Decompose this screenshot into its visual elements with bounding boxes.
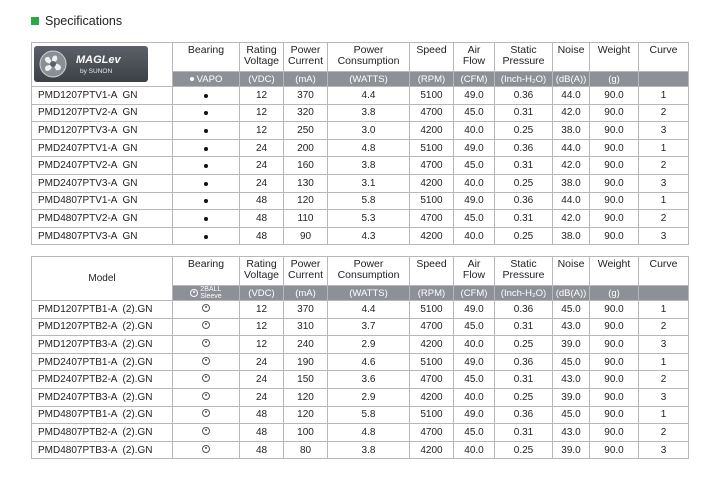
- value-cell: 200: [284, 139, 328, 157]
- value-cell: 90: [284, 227, 328, 245]
- ball-table-row: [32, 318, 689, 336]
- col-header: Air Flow: [454, 43, 495, 72]
- value-cell: 40.0: [454, 336, 495, 354]
- value-cell: 38.0: [553, 122, 590, 140]
- col-header: Weight: [590, 257, 639, 286]
- value-cell: 48: [240, 210, 284, 228]
- ball-bearing-icon: [202, 321, 210, 329]
- value-cell: 3.8: [328, 104, 410, 122]
- unit-label: (WATTS): [328, 286, 410, 301]
- value-cell: 3: [639, 122, 689, 140]
- ball-table-row: [32, 424, 689, 442]
- value-cell: 42.0: [553, 157, 590, 175]
- bearing-cell: [173, 210, 240, 228]
- value-cell: 3.7: [328, 318, 410, 336]
- value-cell: 1: [639, 406, 689, 424]
- value-cell: 43.0: [553, 318, 590, 336]
- value-cell: 24: [240, 371, 284, 389]
- unit-label: (RPM): [410, 72, 454, 87]
- value-cell: 45.0: [454, 371, 495, 389]
- col-header: Power Consumption: [328, 257, 410, 286]
- bearing-cell: [173, 87, 240, 105]
- col-header: Power Current: [284, 257, 328, 286]
- value-cell: 90.0: [590, 441, 639, 459]
- value-cell: 4700: [410, 210, 454, 228]
- value-cell: 49.0: [454, 301, 495, 319]
- value-cell: 39.0: [553, 388, 590, 406]
- model-cell: PMD4807PTV1-A GN: [32, 192, 173, 210]
- value-cell: 0.36: [495, 353, 553, 371]
- value-cell: 4200: [410, 336, 454, 354]
- value-cell: 240: [284, 336, 328, 354]
- value-cell: 4700: [410, 104, 454, 122]
- value-cell: 1: [639, 192, 689, 210]
- value-cell: 90.0: [590, 192, 639, 210]
- vapo-table-row: [32, 227, 689, 245]
- value-cell: 90.0: [590, 157, 639, 175]
- value-cell: 5.8: [328, 406, 410, 424]
- value-cell: 40.0: [454, 174, 495, 192]
- value-cell: 3: [639, 174, 689, 192]
- vapo-table-row: [32, 87, 689, 105]
- model-cell: PMD4807PTB3-A (2).GN: [32, 441, 173, 459]
- value-cell: 190: [284, 353, 328, 371]
- model-cell: PMD1207PTB2-A (2).GN: [32, 318, 173, 336]
- vapo-bearing-icon: [204, 111, 208, 115]
- value-cell: 90.0: [590, 318, 639, 336]
- value-cell: 0.31: [495, 318, 553, 336]
- model-cell: PMD4807PTV2-A GN: [32, 210, 173, 228]
- value-cell: 40.0: [454, 227, 495, 245]
- spec-table-vapo: [31, 42, 689, 245]
- value-cell: 0.25: [495, 388, 553, 406]
- value-cell: 0.36: [495, 301, 553, 319]
- value-cell: 0.31: [495, 210, 553, 228]
- unit-label: (g): [590, 286, 639, 301]
- value-cell: 45.0: [454, 210, 495, 228]
- value-cell: 150: [284, 371, 328, 389]
- value-cell: 4.3: [328, 227, 410, 245]
- unit-label: (CFM): [454, 286, 495, 301]
- vapo-table-row: [32, 192, 689, 210]
- value-cell: 90.0: [590, 210, 639, 228]
- model-cell: PMD1207PTV3-A GN: [32, 122, 173, 140]
- value-cell: 3.0: [328, 122, 410, 140]
- value-cell: 4200: [410, 227, 454, 245]
- value-cell: 120: [284, 388, 328, 406]
- value-cell: 80: [284, 441, 328, 459]
- value-cell: 5100: [410, 301, 454, 319]
- value-cell: 0.31: [495, 157, 553, 175]
- value-cell: 0.25: [495, 441, 553, 459]
- logo-sub: by SUNON: [80, 68, 113, 75]
- value-cell: 5.8: [328, 192, 410, 210]
- value-cell: 45.0: [553, 301, 590, 319]
- unit-label: (dB(A)): [553, 286, 590, 301]
- value-cell: 90.0: [590, 388, 639, 406]
- value-cell: 38.0: [553, 227, 590, 245]
- value-cell: 45.0: [553, 406, 590, 424]
- model-cell: PMD4807PTV3-A GN: [32, 227, 173, 245]
- value-cell: 5100: [410, 87, 454, 105]
- col-header: Curve: [639, 257, 689, 286]
- unit-label: (VDC): [240, 286, 284, 301]
- value-cell: 3.6: [328, 371, 410, 389]
- value-cell: 39.0: [553, 441, 590, 459]
- value-cell: 90.0: [590, 227, 639, 245]
- value-cell: 5100: [410, 406, 454, 424]
- value-cell: 5.3: [328, 210, 410, 228]
- bearing-cell: [173, 318, 240, 336]
- value-cell: 90.0: [590, 424, 639, 442]
- logo-brand: MAGLev: [76, 54, 121, 66]
- fan-icon: [39, 50, 67, 78]
- ball-table-row: [32, 371, 689, 389]
- model-cell: PMD4807PTB1-A (2).GN: [32, 406, 173, 424]
- value-cell: 2: [639, 104, 689, 122]
- value-cell: 45.0: [553, 353, 590, 371]
- value-cell: 24: [240, 353, 284, 371]
- col-header: Static Pressure: [495, 43, 553, 72]
- value-cell: 2.9: [328, 336, 410, 354]
- value-cell: 12: [240, 318, 284, 336]
- value-cell: 120: [284, 406, 328, 424]
- value-cell: 38.0: [553, 174, 590, 192]
- value-cell: 90.0: [590, 336, 639, 354]
- value-cell: 90.0: [590, 406, 639, 424]
- value-cell: 44.0: [553, 192, 590, 210]
- bearing-cell: [173, 157, 240, 175]
- value-cell: 120: [284, 192, 328, 210]
- model-cell: PMD1207PTV2-A GN: [32, 104, 173, 122]
- value-cell: 90.0: [590, 353, 639, 371]
- value-cell: 45.0: [454, 157, 495, 175]
- value-cell: 4.4: [328, 301, 410, 319]
- value-cell: 3.8: [328, 441, 410, 459]
- vapo-bearing-icon: [204, 182, 208, 186]
- ball-bearing-icon: [202, 392, 210, 400]
- value-cell: 90.0: [590, 174, 639, 192]
- ball-table-row: [32, 353, 689, 371]
- col-header: Bearing: [173, 257, 240, 286]
- section-heading: [31, 12, 122, 30]
- vapo-bearing-icon: [204, 164, 208, 168]
- col-header: Weight: [590, 43, 639, 72]
- value-cell: 3.8: [328, 157, 410, 175]
- ball-bearing-icon: [190, 289, 198, 297]
- value-cell: 24: [240, 139, 284, 157]
- value-cell: 0.25: [495, 227, 553, 245]
- col-header: Rating Voltage: [240, 257, 284, 286]
- value-cell: 2: [639, 371, 689, 389]
- value-cell: 4700: [410, 424, 454, 442]
- ball-bearing-icon: [202, 304, 210, 312]
- value-cell: 100: [284, 424, 328, 442]
- value-cell: 0.36: [495, 139, 553, 157]
- bearing-cell: [173, 336, 240, 354]
- ball-bearing-icon: [202, 339, 210, 347]
- value-cell: 48: [240, 441, 284, 459]
- value-cell: 49.0: [454, 406, 495, 424]
- ball-bearing-icon: [202, 374, 210, 382]
- unit-label: (WATTS): [328, 72, 410, 87]
- model-cell: PMD2407PTV3-A GN: [32, 174, 173, 192]
- value-cell: 44.0: [553, 139, 590, 157]
- value-cell: 3: [639, 227, 689, 245]
- bearing-cell: [173, 441, 240, 459]
- value-cell: 3: [639, 336, 689, 354]
- unit-label-empty: [639, 286, 689, 301]
- vapo-bearing-icon: [204, 235, 208, 239]
- value-cell: 0.36: [495, 192, 553, 210]
- vapo-bearing-icon: [204, 129, 208, 133]
- col-header: Power Current: [284, 43, 328, 72]
- model-cell: PMD2407PTV1-A GN: [32, 139, 173, 157]
- value-cell: 90.0: [590, 104, 639, 122]
- value-cell: 4200: [410, 441, 454, 459]
- bullet-square-icon: [31, 17, 39, 25]
- value-cell: 0.36: [495, 87, 553, 105]
- bearing-cell: [173, 371, 240, 389]
- unit-label-empty: [639, 72, 689, 87]
- vapo-bearing-icon: [204, 147, 208, 151]
- bearing-cell: [173, 122, 240, 140]
- vapo-table-row: [32, 122, 689, 140]
- value-cell: 3.1: [328, 174, 410, 192]
- value-cell: 2: [639, 318, 689, 336]
- value-cell: 4200: [410, 388, 454, 406]
- spec-table-2ball: [31, 256, 689, 459]
- value-cell: 48: [240, 227, 284, 245]
- unit-label: (g): [590, 72, 639, 87]
- value-cell: 110: [284, 210, 328, 228]
- col-header: Speed: [410, 43, 454, 72]
- value-cell: 90.0: [590, 122, 639, 140]
- ball-bearing-icon: [202, 357, 210, 365]
- bearing-cell: [173, 353, 240, 371]
- value-cell: 90.0: [590, 371, 639, 389]
- value-cell: 42.0: [553, 210, 590, 228]
- bearing-unit: 2BALL Sleeve: [173, 286, 240, 301]
- model-cell: PMD2407PTB3-A (2).GN: [32, 388, 173, 406]
- value-cell: 160: [284, 157, 328, 175]
- maglev-logo: [32, 43, 173, 87]
- col-header: Noise: [553, 257, 590, 286]
- vapo-bearing-icon: [190, 77, 194, 81]
- bearing-cell: [173, 388, 240, 406]
- vapo-bearing-icon: [204, 199, 208, 203]
- value-cell: 5100: [410, 192, 454, 210]
- unit-label: (dB(A)): [553, 72, 590, 87]
- model-cell: PMD1207PTB1-A (2).GN: [32, 301, 173, 319]
- ball-table-row: [32, 441, 689, 459]
- bearing-cell: [173, 424, 240, 442]
- model-cell: PMD4807PTB2-A (2).GN: [32, 424, 173, 442]
- value-cell: 5100: [410, 353, 454, 371]
- value-cell: 3: [639, 441, 689, 459]
- model-cell: PMD1207PTB3-A (2).GN: [32, 336, 173, 354]
- value-cell: 4200: [410, 174, 454, 192]
- ball-bearing-icon: [202, 427, 210, 435]
- value-cell: 49.0: [454, 353, 495, 371]
- value-cell: 12: [240, 301, 284, 319]
- value-cell: 4700: [410, 371, 454, 389]
- bearing-cell: [173, 227, 240, 245]
- unit-label: (VDC): [240, 72, 284, 87]
- value-cell: 40.0: [454, 441, 495, 459]
- vapo-table-row: [32, 174, 689, 192]
- col-header: Power Consumption: [328, 43, 410, 72]
- value-cell: 12: [240, 87, 284, 105]
- unit-label: (mA): [284, 286, 328, 301]
- value-cell: 2.9: [328, 388, 410, 406]
- vapo-bearing-icon: [204, 94, 208, 98]
- value-cell: 1: [639, 301, 689, 319]
- value-cell: 4700: [410, 318, 454, 336]
- value-cell: 370: [284, 87, 328, 105]
- value-cell: 12: [240, 336, 284, 354]
- vapo-table-row: [32, 157, 689, 175]
- ball-bearing-icon: [202, 445, 210, 453]
- ball-table-row: [32, 336, 689, 354]
- value-cell: 12: [240, 122, 284, 140]
- value-cell: 43.0: [553, 424, 590, 442]
- value-cell: 45.0: [454, 424, 495, 442]
- value-cell: 49.0: [454, 87, 495, 105]
- section-title: Specifications: [45, 14, 123, 28]
- model-cell: PMD2407PTB1-A (2).GN: [32, 353, 173, 371]
- model-cell: PMD2407PTV2-A GN: [32, 157, 173, 175]
- vapo-table-row: [32, 210, 689, 228]
- ball-table-row: [32, 301, 689, 319]
- value-cell: 0.36: [495, 406, 553, 424]
- value-cell: 4.8: [328, 424, 410, 442]
- col-header: Static Pressure: [495, 257, 553, 286]
- bearing-cell: [173, 301, 240, 319]
- value-cell: 44.0: [553, 87, 590, 105]
- value-cell: 320: [284, 104, 328, 122]
- value-cell: 24: [240, 388, 284, 406]
- value-cell: 4.6: [328, 353, 410, 371]
- value-cell: 2: [639, 424, 689, 442]
- ball-table-row: [32, 406, 689, 424]
- value-cell: 130: [284, 174, 328, 192]
- bearing-cell: [173, 139, 240, 157]
- bearing-cell: [173, 406, 240, 424]
- value-cell: 4700: [410, 157, 454, 175]
- unit-label: (Inch-H₂O): [495, 72, 553, 87]
- bearing-unit: VAPO: [173, 72, 240, 87]
- vapo-table-row: [32, 104, 689, 122]
- value-cell: 5100: [410, 139, 454, 157]
- value-cell: 48: [240, 192, 284, 210]
- value-cell: 0.31: [495, 424, 553, 442]
- value-cell: 1: [639, 353, 689, 371]
- value-cell: 45.0: [454, 104, 495, 122]
- vapo-bearing-icon: [204, 217, 208, 221]
- value-cell: 48: [240, 406, 284, 424]
- value-cell: 0.25: [495, 122, 553, 140]
- value-cell: 0.25: [495, 174, 553, 192]
- value-cell: 42.0: [553, 104, 590, 122]
- value-cell: 0.31: [495, 104, 553, 122]
- value-cell: 0.25: [495, 336, 553, 354]
- value-cell: 90.0: [590, 301, 639, 319]
- ball-table-row: [32, 388, 689, 406]
- col-header: Rating Voltage: [240, 43, 284, 72]
- value-cell: 45.0: [454, 318, 495, 336]
- bearing-cell: [173, 192, 240, 210]
- model-cell: PMD2407PTB2-A (2).GN: [32, 371, 173, 389]
- value-cell: 43.0: [553, 371, 590, 389]
- value-cell: 40.0: [454, 122, 495, 140]
- unit-label: (CFM): [454, 72, 495, 87]
- col-header: Noise: [553, 43, 590, 72]
- bearing-cell: [173, 174, 240, 192]
- value-cell: 90.0: [590, 139, 639, 157]
- value-cell: 4200: [410, 122, 454, 140]
- value-cell: 40.0: [454, 388, 495, 406]
- value-cell: 12: [240, 104, 284, 122]
- value-cell: 39.0: [553, 336, 590, 354]
- col-header: Speed: [410, 257, 454, 286]
- value-cell: 1: [639, 87, 689, 105]
- value-cell: 4.8: [328, 139, 410, 157]
- value-cell: 24: [240, 157, 284, 175]
- value-cell: 49.0: [454, 139, 495, 157]
- value-cell: 250: [284, 122, 328, 140]
- col-header: Bearing: [173, 43, 240, 72]
- value-cell: 3: [639, 388, 689, 406]
- value-cell: 2: [639, 157, 689, 175]
- model-cell: PMD1207PTV1-A GN: [32, 87, 173, 105]
- value-cell: 370: [284, 301, 328, 319]
- value-cell: 2: [639, 210, 689, 228]
- col-header: Air Flow: [454, 257, 495, 286]
- value-cell: 0.31: [495, 371, 553, 389]
- value-cell: 1: [639, 139, 689, 157]
- value-cell: 48: [240, 424, 284, 442]
- value-cell: 310: [284, 318, 328, 336]
- unit-label: (RPM): [410, 286, 454, 301]
- value-cell: 24: [240, 174, 284, 192]
- value-cell: 4.4: [328, 87, 410, 105]
- unit-label: (Inch-H₂O): [495, 286, 553, 301]
- vapo-table-row: [32, 139, 689, 157]
- bearing-cell: [173, 104, 240, 122]
- value-cell: 90.0: [590, 87, 639, 105]
- unit-label: (mA): [284, 72, 328, 87]
- ball-bearing-icon: [202, 409, 210, 417]
- model-header: Model: [32, 257, 173, 301]
- value-cell: 49.0: [454, 192, 495, 210]
- col-header: Curve: [639, 43, 689, 72]
